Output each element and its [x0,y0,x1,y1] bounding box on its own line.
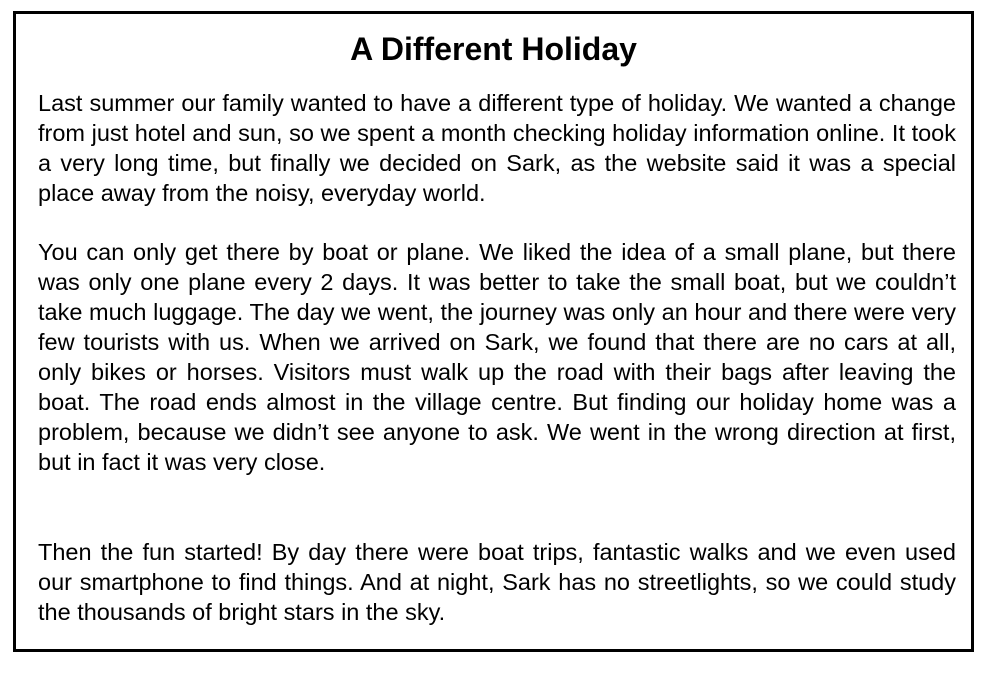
document-title: A Different Holiday [350,31,637,67]
paragraph-1: Last summer our family wanted to have a different type of holiday. We wanted a change from just hotel and sun, so we spent a month checking holiday information online. It took a very long time, but finally we decided on Sark, as the website said it was a special place away from the noisy, everyday world. [38,90,956,206]
document-frame [13,11,974,652]
paragraph-3: Then the fun started! By day there were boat trips, fantastic walks and we even used our smartphone to find things. And at night, Sark has no streetlights, so we could study the thousands of bright stars in the sky. [38,539,956,625]
paragraph-2: You can only get there by boat or plane. We liked the idea of a small plane, but there was only one plane every 2 days. It was better to take the small boat, but we couldn’t take much luggage. The day we went, the journey was only an hour and there were very few tourists with us. When we arrived on Sark, we found that there are no cars at all, only bikes or horses. Visitors must walk up the road with their bags after leaving the boat. The road ends almost in the village centre. But finding our holiday home was a problem, because we didn’t see anyone to ask. We went in the wrong direction at first, but in fact it was very close. [38,239,956,475]
